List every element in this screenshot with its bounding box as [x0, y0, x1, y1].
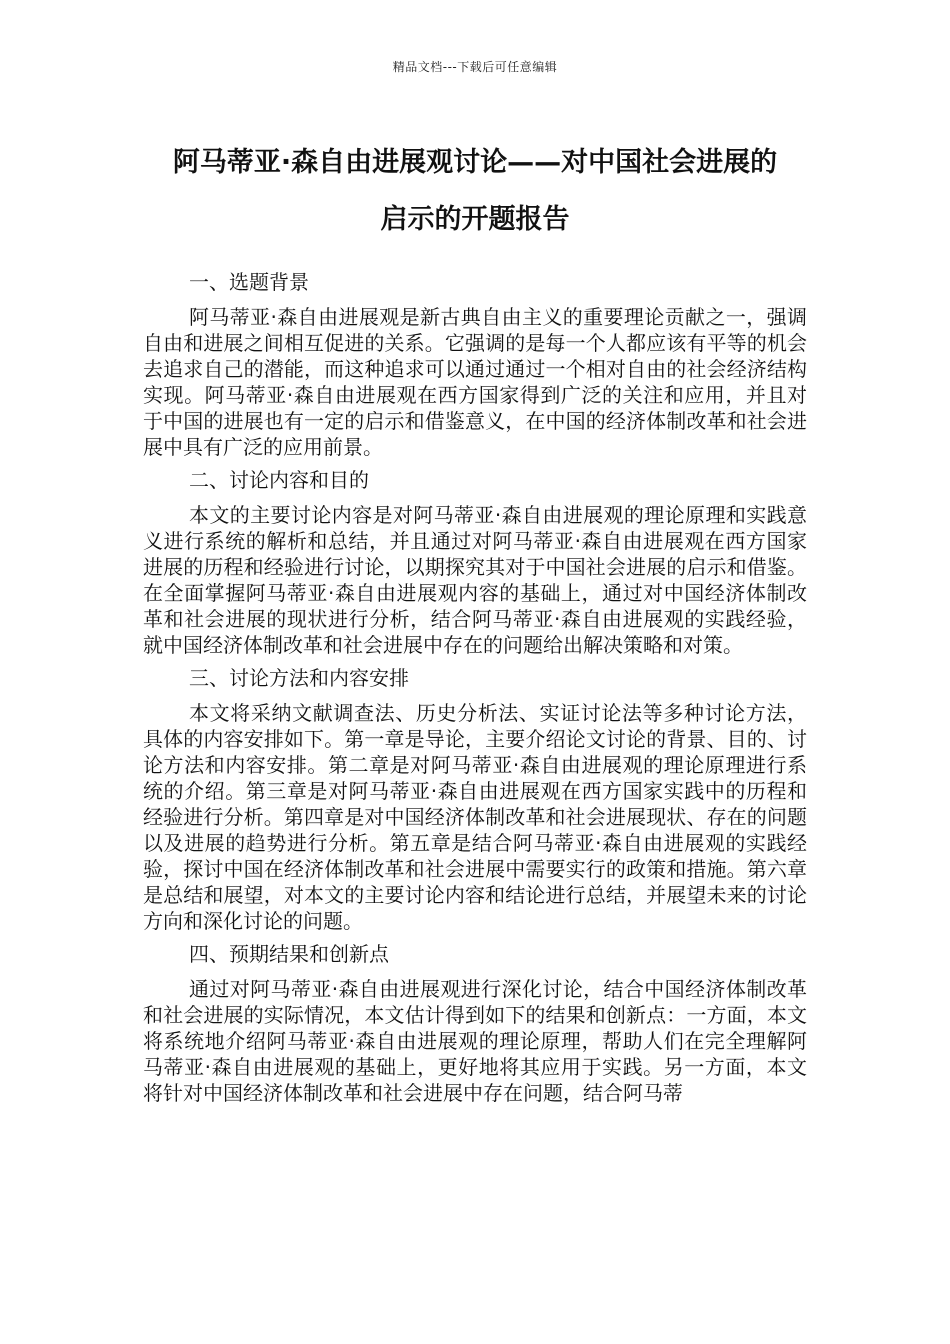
document-title-line-1: 阿马蒂亚·森自由进展观讨论——对中国社会进展的 [172, 147, 778, 178]
section-paragraph: 通过对阿马蒂亚·森自由进展观进行深化讨论，结合中国经济体制改革和社会进展的实际情况，本文估计得到如下的结果和创新点：一方面，本文将系统地介绍阿马蒂亚·森自由进展观的理论原理，帮助人们在完全理解阿马蒂亚·森自由进展观的基础上，更好地将其应用于实践。另一方面，本文将针对中国经济体制改革和社会进展中存在问题，结合阿马蒂 [143, 977, 807, 1105]
section-background [143, 268, 807, 460]
section-content-and-purpose [143, 466, 807, 658]
section-paragraph: 阿马蒂亚·森自由进展观是新古典自由主义的重要理论贡献之一，强调自由和进展之间相互促进的关系。它强调的是每一个人都应该有平等的机会去追求自己的潜能，而这种追求可以通过通过一个相对自由的社会经济结构实现。阿马蒂亚·森自由进展观在西方国家得到广泛的关注和应用，并且对于中国的进展也有一定的启示和借鉴意义，在中国的经济体制改革和社会进展中具有广泛的应用前景。 [143, 305, 807, 459]
section-heading: 二、讨论内容和目的 [189, 468, 369, 492]
section-heading: 四、预期结果和创新点 [189, 942, 389, 966]
document-title-line-2: 启示的开题报告 [380, 204, 570, 235]
section-paragraph: 本文将采纳文献调查法、历史分析法、实证讨论法等多种讨论方法，具体的内容安排如下。第一章是导论，主要介绍论文讨论的背景、目的、讨论方法和内容安排。第二章是对阿马蒂亚·森自由进展观的理论原理进行系统的介绍。第三章是对阿马蒂亚·森自由进展观在西方国家实践中的历程和经验进行分析。第四章是对中国经济体制改革和社会进展现状、存在的问题以及进展的趋势进行分析。第五章是结合阿马蒂亚·森自由进展观的实践经验，探讨中国在经济体制改革和社会进展中需要实行的政策和措施。第六章是总结和展望，对本文的主要讨论内容和结论进行总结，并展望未来的讨论方向和深化讨论的问题。 [143, 701, 807, 933]
section-methods-and-arrangement [143, 664, 807, 934]
section-expected-results [143, 940, 807, 1106]
section-heading: 一、选题背景 [189, 270, 309, 294]
section-heading: 三、讨论方法和内容安排 [189, 666, 409, 690]
header-note: 精品文档---下载后可任意编辑 [392, 60, 558, 74]
section-paragraph: 本文的主要讨论内容是对阿马蒂亚·森自由进展观的理论原理和实践意义进行系统的解析和总结，并且通过对阿马蒂亚·森自由进展观在西方国家进展的历程和经验进行讨论，以期探究其对于中国社会进展的启示和借鉴。在全面掌握阿马蒂亚·森自由进展观内容的基础上，通过对中国经济体制改革和社会进展的现状进行分析，结合阿马蒂亚·森自由进展观的实践经验，就中国经济体制改革和社会进展中存在的问题给出解决策略和对策。 [143, 503, 807, 657]
document-body [143, 268, 807, 1112]
